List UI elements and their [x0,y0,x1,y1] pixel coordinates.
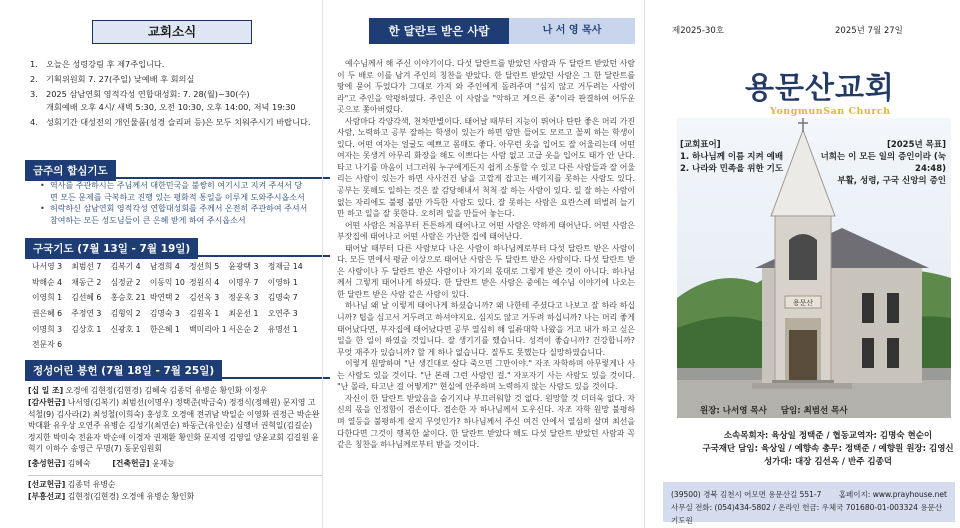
news-title: 교회소식 [92,20,252,44]
list-item: 4. 성회기간 대성전의 개인물품(성경 슬리퍼 등)은 모두 치워주시기 바랍니다. [30,116,311,127]
list-item: 1. 오늘은 성령강림 후 제7주입니다. [30,59,165,69]
divider [25,177,330,179]
table-cell: 오연주 3 [267,309,298,319]
list-item: 개회예배 오후 4시/ 새벽 5:30, 오전 10:30, 오후 14:00, 저녁 19:30 [46,101,296,112]
prayer-list [40,180,308,226]
table-row [32,259,307,275]
table-cell: 박연택 2 [149,293,180,303]
table-cell: 심정균 2 [110,277,141,287]
offering-row: [부흥선교] 김현정(김현경) 오경애 유병순 황인화 [28,492,195,502]
table-cell: 유명선 1 [267,324,298,334]
table-cell: 권은혜 6 [32,309,63,319]
table-cell: 주정연 3 [71,309,102,319]
table-cell: 채동근 2 [71,277,102,287]
table-cell: 박해순 4 [32,277,63,287]
list-item: 3. 2025 삼남연회 영적각성 연합대성회: 7. 28(월)~30(수) [30,89,250,100]
table-cell: 정선희 5 [189,262,220,272]
paragraph: 태어날 때부터 다른 사람보다 나은 사람이 하나님께로부터 다섯 달란트 받은 사람이다. 모든 면에서 평균 이상으로 태어난 사람은 두 달란트 받은 사람이다. 다섯 달란트 받은 사람이나 두 달란트 받은 사람이나 자기의 몫대로 그렇게 받은 것이 아니다. 하나님께서 그렇게 태어나게 하셨다. 한 달란트 받은 사람은 중에는 예수님 이야기에 나오는 한 달란트 받은 사람 같은 사람이 있다. [337,243,635,299]
table-row [32,290,307,306]
table-cell: 김복기 4 [110,262,141,272]
table-cell: 홍승호 21 [110,293,146,303]
list-item: 2. 기획위원회 7. 27(주일) 낮예배 후 회의실 [30,74,195,85]
homepage: 홈페이지: www.prayhouse.net [838,490,947,499]
table-cell: 서은순 2 [228,324,259,334]
sermon-page [322,0,644,528]
paragraph: 어떤 사람은 처음부터 튼튼하게 태어나고 어떤 사람은 약하게 태어난다. 어떤 사람은 부잣집에 태어나고 어떤 사람은 가난한 집에 태어난다. [337,220,635,242]
divider [25,255,330,257]
table-row [32,275,307,291]
list-item: • 역사를 주관하시는 주님께서 대한민국을 불쌍히 여기시고 지켜 주셔서 당면 모든 문제를 극복하고 진행 있는 평화적 통일을 이루게 도와주시옵소서 [40,181,305,202]
table-cell: 백미리아 1 [189,324,227,334]
table-cell: 김선혜 6 [71,293,102,303]
church-slogan: [교회표어] 1. 하나님께 이름 지켜 예배 2. 나라와 민족을 위한 기도 [680,140,784,174]
pastor-info: 원장: 나서영 목사 담임: 최범선 목사 [700,406,848,416]
offering-row: [선교헌금] 김종덕 유병순 [28,475,322,490]
sermon-title: 한 달란트 받은 사람 [369,18,509,44]
table-cell: 김명숙 7 [267,293,298,303]
table-cell: 정원식 4 [189,277,220,287]
table-cell: 김명숙 3 [149,309,180,319]
address: (39500) 경북 김천시 어모면 용문산길 551-7 [671,490,822,499]
offering-title: 정성어린 봉헌 (7월 18일 - 7월 25일) [25,360,222,381]
issue-number: 제2025-30호 [672,26,724,36]
prayer-duty-table [32,259,307,353]
table-row [32,337,307,353]
church-name-en: YongmunSan Church [770,106,891,117]
news-list [30,58,312,131]
table-row [32,321,307,337]
table-cell: 김상호 1 [71,324,102,334]
offering-row: [감사헌금] 나서영(김복기) 최범선(이명우) 정택준(박금숙) 정정식(정해원) 문지영 고석철(9) 김사라(2) 최성철(이희숙) 홍성호 오경애 전귀남 박일순 이영화 권정근 박순완 박대환 유우상 오연주 유병순 김성기(최연순) 하동근(유인순) 심행녀 권혁일(김길순) 정지한 박미숙 전윤자 박순애 이경자 권재환 황인화 문지영 김영일 양윤교회 김길원 윤혁기 이하수 송영근 무명(7) 동문임원회 [28,398,320,454]
paragraph: 사람마다 각양각색, 천차만별이다. 태어날 때부터 지능이 뛰어나 탄탄 좋은 머리 가진 사람, 노력하고 공부 잘하는 학생이 있는가 하면 암만 들어도 모르고 꼴찌 하는 학생이 있다. 어떤 여자는 얼굴도 예쁘고 몸매도 좋다. 아무런 옷을 입어도 잘 어울리는데 어떤 여자는 못생겨 아무리 화장을 해도 이쁘다는 사람 없고 고급 옷을 입어도 태가 안 난다. 타고 나기를 마음이 너그러워 누구에게든지 쉽게 소통할 수 있고 다른 사람들과 잘 어울리는 사람이 있는가 하면 사사건건 남을 고깝게 잡고는 배기지를 못하는 사람도 있다. 공부는 못해도 일하는 것은 잘 감당해내서 척척 잘 하는 사람이 있다. 일 잘 하는 사람이 없는 자리에도 불평 불만 가득한 사람도 있다. 잘 못하는 사람은 요란스레 떠벌려 늘기만 하고 일을 잘 못한다. 오히려 일을 만들어 놓는다. [337,116,635,219]
table-cell: 이동익 10 [149,277,185,287]
contact-box [663,482,955,525]
paragraph: 하나님 왜 날 이렇게 태어나게 하셨습니까? 왜 나한테 주셨다고 나보고 잘 하라 하십니까? 팁을 심고서 거두려고 하셔야지요. 심지도 않고 거두려 하십니까? 나는 머리 좋게 태어났다면, 부자집에 태어났다면 공부 열심히 해 일류대학 나왔을 거고 내가 하고 싶은 일을 한 일이 하였을 것입니다. 잘 생기기를 했습니다. 성격이 좋습니까? 건강합니까? 무엇 재주가 있습니까? 할 게 하나 없습니다. 질투도 못했는다 실망하였습니다. [337,301,635,357]
table-cell: 정운옥 3 [228,293,259,303]
table-row [32,306,307,322]
table-cell: 김선옥 3 [189,293,220,303]
prayer-title: 금주의 합심기도 [25,160,116,181]
table-cell: 정재금 14 [267,262,303,272]
phone: 사무실 전화: (054)434-5802 / 온라인 헌금: 우체국 701680-01-003324 용문산기도원 [671,503,943,525]
table-cell: 남경희 4 [149,262,180,272]
table-cell: 한은혜 1 [149,324,180,334]
table-cell: 김형익 2 [110,309,141,319]
table-cell: 전문자 6 [32,340,63,350]
table-cell: 최운선 1 [228,309,259,319]
table-cell: 이명우 7 [228,277,259,287]
list-item: • 허락하신 삼남연회 영적각성 연합대성회를 주께서 온전히 주관하여 주셔서 참여하는 모든 성도님들이 큰 은혜 받게 하여 주시옵소서 [40,204,308,225]
table-cell: 이명희 3 [32,324,63,334]
table-cell: 윤광택 3 [228,262,259,272]
sermon-body [337,58,635,451]
paragraph: 예수님께서 해 주신 이야기이다. 다섯 달란트를 받았던 사람과 두 달란트 받았던 사람이 두 배로 이를 남겨 주인의 칭찬을 받았다. 한 달란트 받았던 사람은 그 한 달란트를 땅에 묻어 두었다가 그대로 가져 와 주인에게 돌려주며 "심지 않고 거두려는 사람이라"고 주인을 악평하였다. 주인은 이 사람을 "악하고 게으른 종"이라 판결하여 어두운 곳으로 쫓아버렸다. [337,59,635,115]
divider [25,377,330,379]
prayer-duty-title: 구국기도 (7월 13일 - 7월 19일) [25,238,198,259]
table-cell: 이영하 1 [267,277,298,287]
table-cell: 신광호 1 [110,324,141,334]
yearly-goal: [2025년 목표] 너희는 이 모든 일의 증인이라 (눅24:48) 부활, 성령, 구국 신앙의 증인 [820,140,946,186]
building-sign: 용문산 [792,299,814,307]
offering-row: [십 일 조] 오경애 김현정(김현경) 김혜숙 김종덕 유병순 황인화 이정우 [28,386,268,395]
table-cell: 김원옥 1 [189,309,220,319]
paragraph: 자신이 한 달란트 받았음을 숨기지냐 부끄러워할 것 없다. 원망할 것 더더욱 없다. 자신의 몫을 인정함이 겸손이다. 겸손한 자 하나님께서 도우신다. 자조 자학 원망 불평하며 열등을 불평하게 살지 무엇인가? 하나님께서 주신 여건 안에서 열심히 살며 최선을 다한다면 그것이 행복한 삶이다. 한 달란트 받았다 해도 다섯 달란트 받았던 사람과 꼭 같은 칭찬을 하나님께로부터 받을 것이다. [337,393,635,450]
offering-list [28,385,322,504]
issue-date: 2025년 7월 27일 [835,26,903,36]
news-page [0,0,322,528]
team-list: 소속목회자: 육상일 정택준 / 협동교역자: 김명숙 현순이 구국재단 담임: 육상일 / 예향속 총무: 정택준 / 예향원 원장: 김영신 성가대: 대장 김선옥 / 반주 김종덕 [702,431,954,467]
table-cell: 이영희 1 [32,293,63,303]
church-name: 용문산교회 [745,71,895,106]
table-cell: 최범선 7 [71,262,102,272]
sermon-author: 나 서 영 목사 [509,18,635,44]
offering-row: [충성헌금] 김혜숙 [건축헌금] 윤재능 [28,459,175,469]
paragraph: 이렇게 원망하며 "난 생긴대로 살다 죽으면 그만이야." 자조 자학하며 아무렇게나 사는 사람도 있을 것이다. "난 본래 그런 사람인 걸." 자포자기 사는 사람도 있을 것이다. "난 몰라, 타고난 걸 어떻게?" 현실에 안주하며 노력하지 않는 사람도 있을 것이다. [337,359,635,392]
table-cell: 나서영 3 [32,262,63,272]
